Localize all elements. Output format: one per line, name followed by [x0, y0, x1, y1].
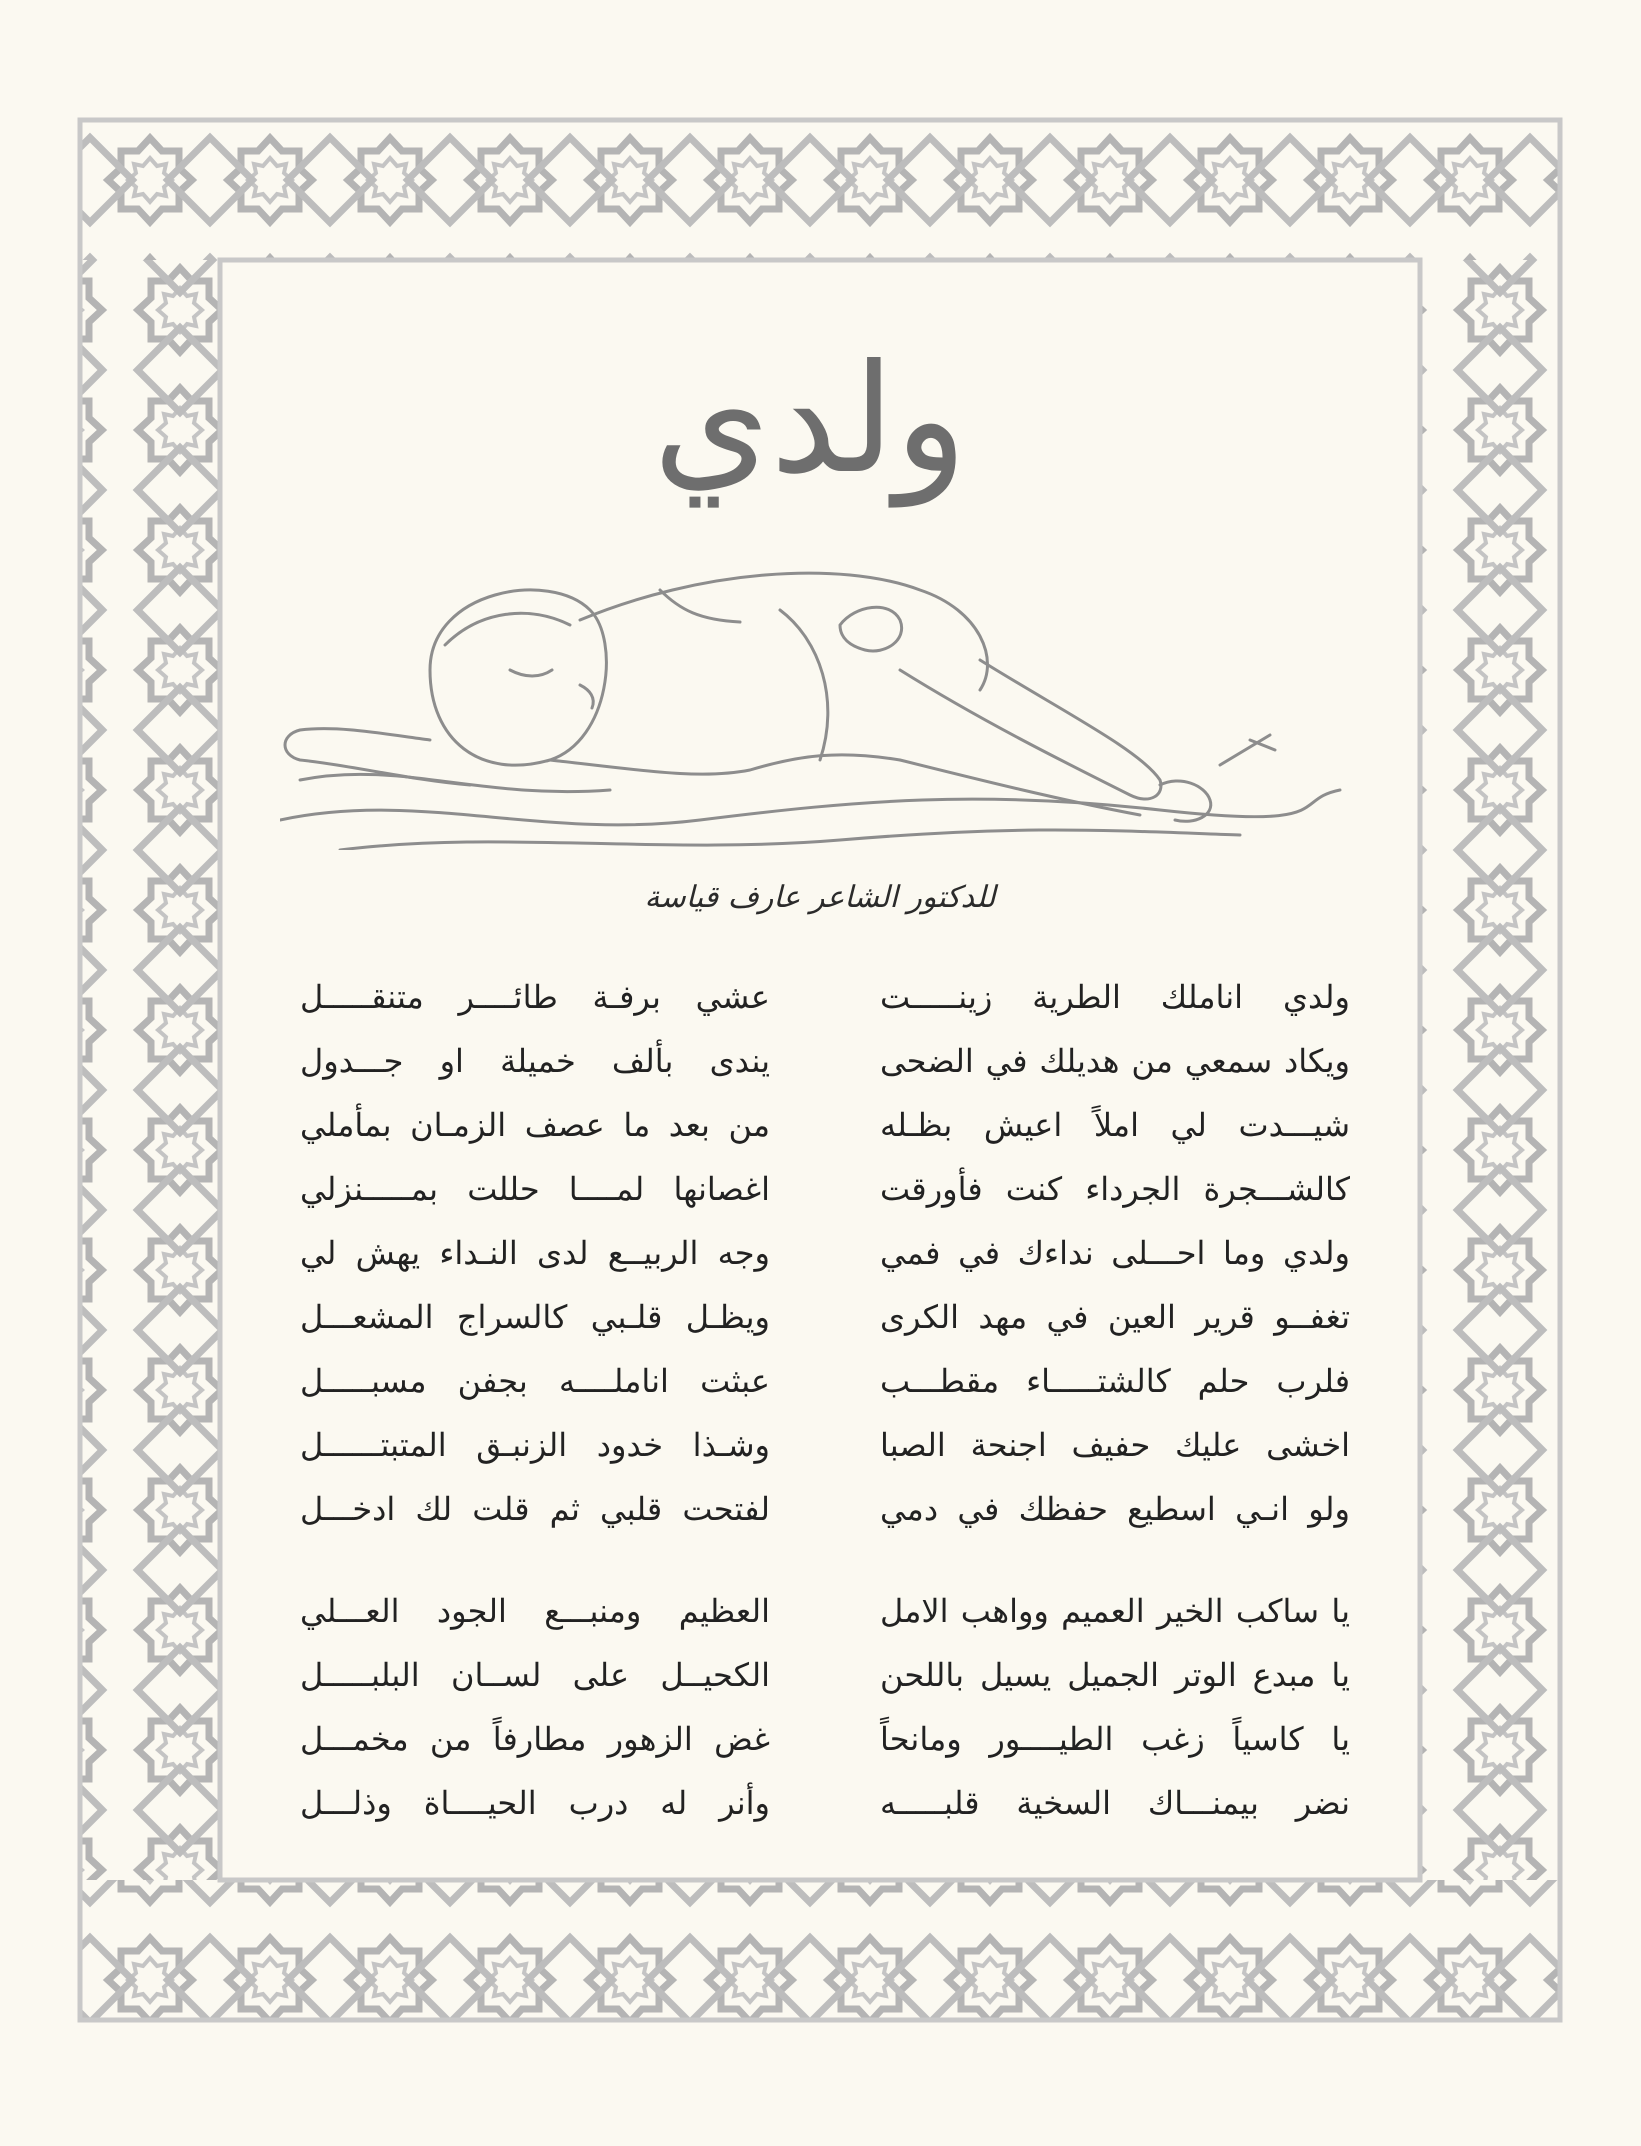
- hemistich-left: عبثت اناملــــه بجفن مسبـــــل: [300, 1362, 770, 1400]
- hemistich-right: تغفــو قرير العين في مهد الكرى: [880, 1298, 1350, 1336]
- hemistich-left: لفتحت قلبي ثم قلت لك ادخـــل: [300, 1490, 770, 1528]
- hemistich-left: من بعد ما عصف الزمـان بمأملي: [300, 1106, 770, 1144]
- stanza-1: [300, 965, 1350, 1541]
- hemistich-left: غض الزهور مطارفاً من مخمـــل: [300, 1720, 770, 1758]
- poem-body: [300, 965, 1350, 1835]
- hemistich-right: فلرب حلم كالشتـــــاء مقطـــب: [880, 1362, 1350, 1400]
- sleeping-baby-icon: [280, 550, 1360, 850]
- poem-title: ولدي: [652, 333, 968, 507]
- hemistich-left: عشي برفـة طائــــر متنقـــــل: [300, 978, 770, 1016]
- hemistich-right: شيـــدت لي املاً اعيش بظـله: [880, 1106, 1350, 1144]
- hemistich-right: ولو انـي اسطيع حفظك في دمي: [880, 1490, 1350, 1528]
- hemistich-right: كالشـــجرة الجرداء كنت فأورقت: [880, 1170, 1350, 1208]
- hemistich-left: وجه الربيــع لدى النـداء يهش لي: [300, 1234, 770, 1272]
- verse: [300, 1771, 1350, 1835]
- hemistich-right: يا كاسياً زغب الطيــــور ومانحاً: [880, 1720, 1350, 1758]
- hemistich-left: الكحيــل على لســان البلبـــــل: [300, 1656, 770, 1694]
- verse: [300, 1643, 1350, 1707]
- verse: [300, 1707, 1350, 1771]
- verse: [300, 1029, 1350, 1093]
- stanza-2: [300, 1579, 1350, 1835]
- hemistich-right: اخشى عليك حفيف اجنحة الصبا: [880, 1426, 1350, 1464]
- verse: [300, 1157, 1350, 1221]
- verse: [300, 1579, 1350, 1643]
- verse: [300, 1477, 1350, 1541]
- hemistich-right: ولدي اناملك الطرية زينـــــت: [880, 978, 1350, 1016]
- verse: [300, 1285, 1350, 1349]
- verse: [300, 1413, 1350, 1477]
- verse: [300, 1093, 1350, 1157]
- hemistich-left: ويظـل قلـبي كالسراج المشعـــل: [300, 1298, 770, 1336]
- verse: [300, 965, 1350, 1029]
- hemistich-right: يا مبدع الوتر الجميل يسيل باللحن: [880, 1656, 1350, 1694]
- verse: [300, 1349, 1350, 1413]
- hemistich-right: ويكاد سمعي من هديلك في الضحى: [880, 1042, 1350, 1080]
- author-byline: للدكتور الشاعر عارف قياسة: [644, 880, 996, 915]
- verse: [300, 1221, 1350, 1285]
- hemistich-left: وشـذا خدود الزنبـق المتبتــــــل: [300, 1426, 770, 1464]
- hemistich-left: يندى بألف خميلة او جـــدول: [300, 1042, 770, 1080]
- hemistich-right: يا ساكب الخير العميم وواهب الامل: [880, 1592, 1350, 1630]
- hemistich-left: اغصانها لمــــا حللت بمـــــنزلي: [300, 1170, 770, 1208]
- hemistich-right: ولدي وما احـــلى نداءك في فمي: [880, 1234, 1350, 1272]
- hemistich-left: وأنر له درب الحيــــاة وذلـــل: [300, 1784, 770, 1822]
- hemistich-left: العظيم ومنبـــع الجود العـــلي: [300, 1592, 770, 1630]
- hemistich-right: نضر بيمنـــاك السخية قلبـــــه: [880, 1784, 1350, 1822]
